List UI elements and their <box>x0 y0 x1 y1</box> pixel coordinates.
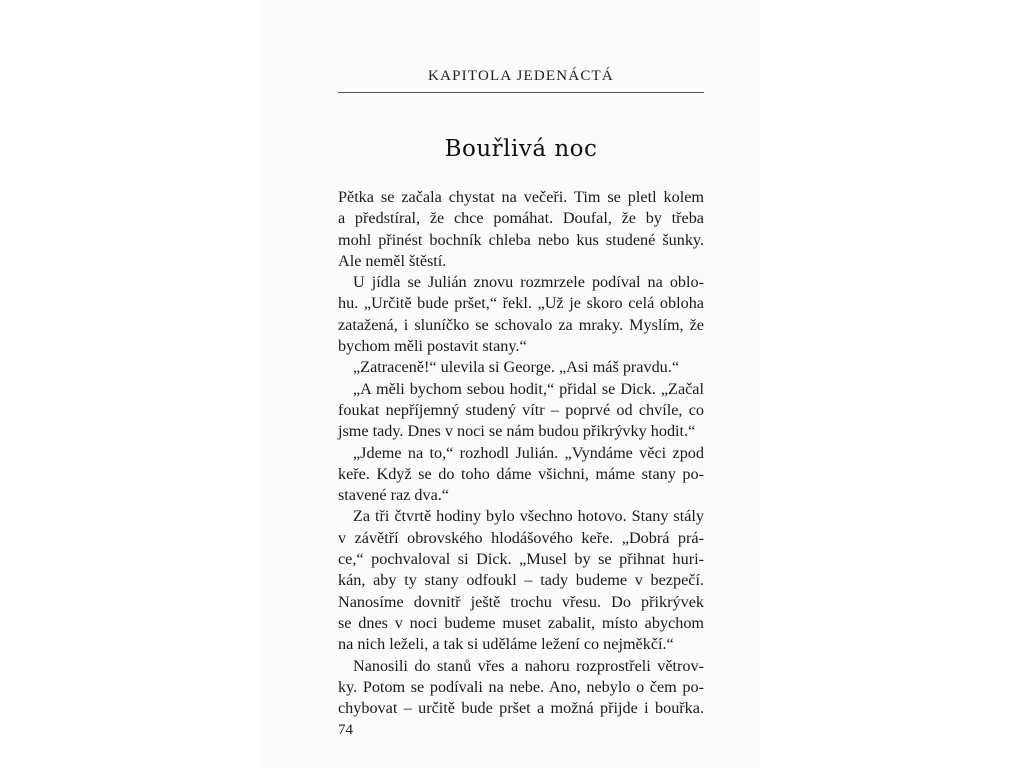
chapter-title: Bouřlivá noc <box>444 136 598 162</box>
text-line: na nich leželi, a tak si uděláme ležení co nejměkčí.“ <box>338 635 674 654</box>
text-line: „Zatraceně!“ ulevila si George. „Asi máš pravdu.“ <box>353 358 680 377</box>
text-line: Nanosíme dovnitř ještě trochu vřesu. Do přikrývek <box>338 592 704 611</box>
text-line: bychom měli postavit stany.“ <box>338 337 527 356</box>
text-line: Ale neměl štěstí. <box>338 251 447 270</box>
text-line: hu. „Určitě bude pršet,“ řekl. „Už je skoro celá obloha <box>338 294 704 313</box>
text-line: U jídla se Julián znovu rozmrzele podíval na oblo- <box>353 273 704 292</box>
text-line: Pětka se začala chystat na večeři. Tim se pletl kolem <box>338 188 704 206</box>
chapter-header: KAPITOLA JEDENÁCTÁ <box>428 68 614 84</box>
body-text <box>338 187 704 719</box>
text-line: Za tři čtvrtě hodiny bylo všechno hotovo. Stany stály <box>353 507 704 526</box>
text-line: chybovat – určitě bude pršet a možná přijde i bouřka. <box>338 699 704 718</box>
text-line: v závětří obrovského hlodášového keře. „Dobrá prá- <box>338 528 704 547</box>
text-line: keře. Když se do toho dáme všichni, máme stany po- <box>338 464 704 483</box>
text-line: foukat nepříjemný studený vítr – poprvé od chvíle, co <box>338 400 704 419</box>
text-line: kán, aby ty stany odfoukl – tady budeme v bezpečí. <box>338 571 704 590</box>
text-line: „A měli bychom sebou hodit,“ přidal se Dick. „Začal <box>353 379 704 398</box>
text-line: stavené raz dva.“ <box>338 486 449 505</box>
text-line: Nanosili do stanů vřes a nahoru rozprostřeli větrov- <box>353 656 704 675</box>
text-line: ce,“ pochvaloval si Dick. „Musel by se přihnat huri- <box>338 550 704 569</box>
text-line: se dnes v noci budeme muset zabalit, místo abychom <box>338 613 704 632</box>
text-line: „Jdeme na to,“ rozhodl Julián. „Vyndáme věci zpod <box>353 443 704 462</box>
text-line: jsme tady. Dnes v noci se nám budou přikrývky hodit.“ <box>338 422 696 441</box>
text-line: zatažená, i sluníčko se schovalo za mraky. Myslím, že <box>338 315 704 334</box>
text-line: mohl přinést bochník chleba nebo kus studené šunky. <box>338 230 704 249</box>
text-line: a předstíral, že chce pomáhat. Doufal, že by třeba <box>338 209 704 228</box>
text-line: ky. Potom se podívali na nebe. Ano, nebylo o čem po- <box>338 677 704 696</box>
header-rule <box>338 92 704 93</box>
page-number: 74 <box>338 722 353 738</box>
